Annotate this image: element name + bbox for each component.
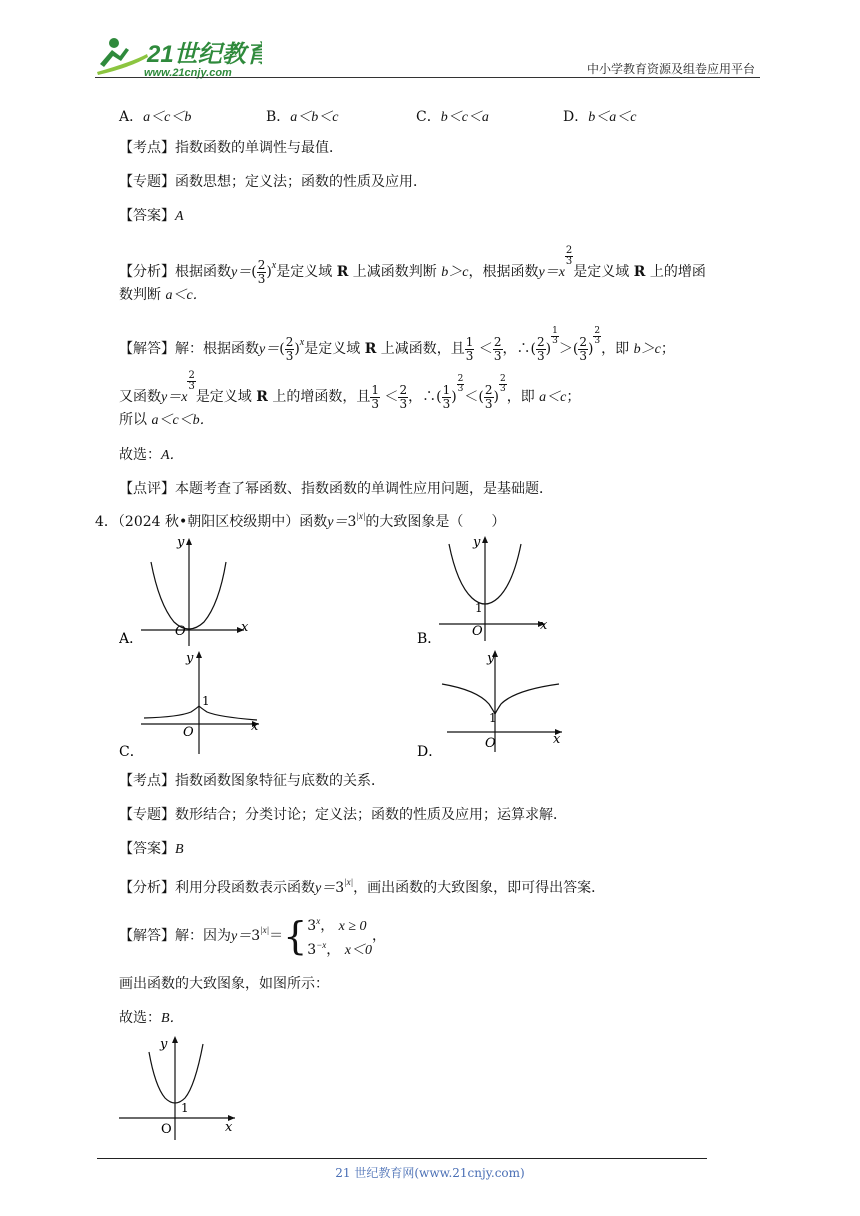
choice-d: D．b＜a＜c	[563, 109, 637, 125]
choice-c: C．b＜c＜a	[416, 109, 489, 125]
graph-d-origin-label: O	[485, 736, 496, 751]
graph-d-one-label: 1	[489, 711, 497, 725]
q3-solution-line1: 【解答】解：根据函数y＝( $\frac{2}{3}$ )$^x$是定义域 R 上减函数，且 $\frac{1}{3}$ ＜ $\frac{2}{3}$ ，∴( $\frac{2}{3}$ ) $\frac{1}{3}$ ＞( $\frac{2}{3}$ ) $\frac{2}{3}$ ，即 b＞c；	[119, 326, 675, 363]
graph-a-y-label: y	[177, 535, 185, 550]
graph-b-option-label: B．	[417, 631, 442, 647]
choice-a: A．a＜c＜b	[119, 109, 192, 125]
solution-y-label: y	[160, 1037, 168, 1052]
q4-analysis: 【分析】利用分段函数表示函数$y=3^{|x|}$，画出函数的大致图象，即可得出答案．	[119, 877, 606, 896]
graph-c-x-label: x	[251, 719, 259, 734]
logo-text: 21世纪教育	[147, 41, 262, 68]
graph-b-one-label: 1	[475, 601, 483, 615]
q4-draw-text: 画出函数的大致图象，如图所示：	[119, 976, 329, 992]
platform-name: 中小学教育资源及组卷应用平台	[586, 62, 755, 76]
graph-c-y-label: y	[186, 651, 194, 666]
q3-zhuanti: 【专题】函数思想；定义法；函数的性质及应用．	[119, 174, 427, 190]
q3-choose: 故选：A．	[119, 447, 184, 463]
q4-solution: 【解答】解：因为$y=3^{|x|}=${ 3$^x$， x ≥ 0 $3^{-x}$， x＜0 ，	[119, 914, 386, 958]
q4-answer: 【答案】B	[119, 841, 184, 857]
graph-d-y-label: y	[487, 651, 495, 666]
q3-answer: 【答案】A	[119, 208, 184, 224]
site-logo	[92, 34, 262, 80]
graph-option-d[interactable]	[417, 648, 587, 763]
graph-b-x-label: x	[540, 618, 548, 633]
solution-origin-label: O	[161, 1122, 172, 1137]
q4-kaodian: 【考点】指数函数图象特征与底数的关系．	[119, 773, 385, 789]
solution-graph	[113, 1034, 253, 1144]
graph-a-option-label: A．	[119, 631, 144, 647]
solution-x-label: x	[225, 1120, 233, 1135]
q3-analysis-line2: 数判断 a＜c．	[119, 287, 207, 303]
graph-option-c[interactable]	[119, 648, 269, 763]
graph-c-one-label: 1	[202, 694, 210, 708]
graph-c-option-label: C．	[119, 744, 144, 760]
piecewise-cases: 3$^x$， x ≥ 0 $3^{-x}$， x＜0	[307, 916, 372, 958]
graph-d-x-label: x	[553, 732, 561, 747]
q4-choose: 故选：B．	[119, 1010, 184, 1026]
header-divider	[95, 77, 760, 78]
footer-divider	[97, 1158, 707, 1159]
graph-c-origin-label: O	[183, 725, 194, 740]
graph-b-origin-label: O	[472, 624, 483, 639]
graph-b-y-label: y	[473, 535, 481, 550]
graph-d-option-label: D．	[417, 744, 443, 760]
q3-kaodian: 【考点】指数函数的单调性与最值．	[119, 140, 343, 156]
q4-stem: 4．（2024 秋•朝阳区校级期中）函数$y=3^{|x|}$的大致图象是（ ）	[95, 511, 506, 530]
q3-analysis-line1: 【分析】根据函数y＝( $\frac{2}{3}$ )$^x$是定义域 R 上减函数判断 b＞c，根据函数y＝x $\frac{2}{3}$ 是定义域 R 上的增函	[119, 245, 706, 286]
graph-a-origin-label: O	[175, 624, 186, 639]
choice-b: B．a＜b＜c	[266, 109, 339, 125]
logo-url: www.21cnjy.com	[144, 67, 232, 79]
graph-a-x-label: x	[241, 620, 249, 635]
q3-solution-line3: 所以 a＜c＜b．	[119, 412, 214, 428]
q3-dianping: 【点评】本题考查了幂函数、指数函数的单调性应用问题，是基础题．	[119, 481, 553, 497]
q3-solution-line2: 又函数y＝x $\frac{2}{3}$ 是定义域 R 上的增函数，且 $\frac{1}{3}$ ＜ $\frac{2}{3}$ ，∴( $\frac{1}{3}$ ) $\frac{2}{3}$ ＜( $\frac{2}{3}$ ) $\frac{2}{3}$ ，即 a＜c；	[119, 370, 581, 411]
solution-one-label: 1	[181, 1101, 189, 1115]
footer-link[interactable]: 21 世纪教育网(www.21cnjy.com)	[335, 1166, 525, 1180]
q4-zhuanti: 【专题】数形结合；分类讨论；定义法；函数的性质及应用；运算求解．	[119, 807, 567, 823]
graph-option-a[interactable]	[119, 534, 269, 649]
graph-option-b[interactable]	[417, 534, 567, 649]
